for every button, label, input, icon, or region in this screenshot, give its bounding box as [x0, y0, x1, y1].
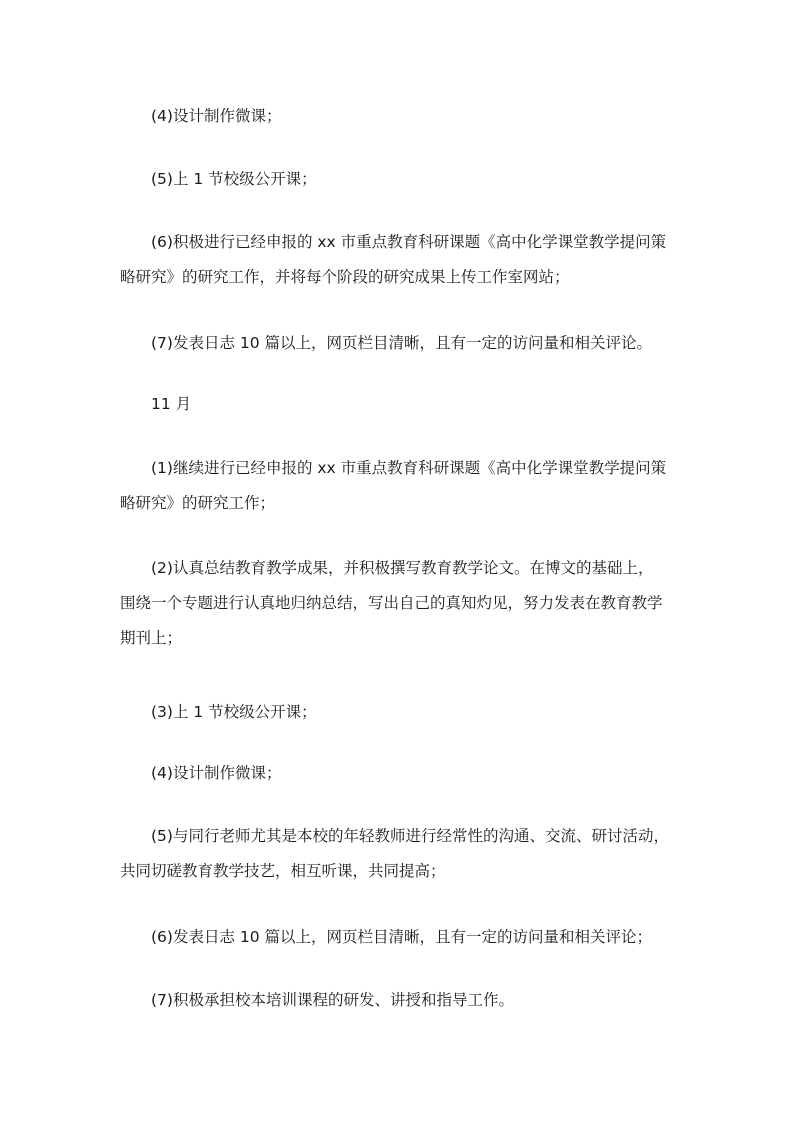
text-line: (2)认真总结教育教学成果，并积极撰写教育教学论文。在博文的基础上， — [151, 559, 654, 577]
plan-item-6-nov — [120, 920, 680, 955]
text-line: (7)发表日志 10 篇以上，网页栏目清晰，且有一定的访问量和相关评论。 — [151, 334, 653, 352]
plan-item-7-nov — [120, 983, 680, 1018]
text-line: 共同切磋教育教学技艺，相互听课，共同提高； — [120, 862, 446, 880]
text-line: (5)与同行老师尤其是本校的年轻教师进行经常性的沟通、交流、研讨活动， — [151, 827, 669, 845]
text-line: 略研究》的研究工作，并将每个阶段的研究成果上传工作室网站； — [120, 268, 570, 286]
plan-item-3-nov — [120, 695, 680, 730]
plan-item-1-nov — [120, 451, 680, 521]
plan-item-5-nov — [120, 819, 680, 889]
plan-item-4-nov — [120, 756, 680, 791]
text-line: 期刊上； — [120, 629, 183, 647]
plan-item-4-oct — [120, 99, 680, 134]
text-line: (6)积极进行已经申报的 xx 市重点教育科研课题《高中化学课堂教学提问策 — [151, 233, 667, 251]
plan-item-2-nov — [120, 551, 680, 656]
text-line: (7)积极承担校本培训课程的研发、讲授和指导工作。 — [151, 991, 514, 1009]
plan-item-6-oct — [120, 225, 680, 295]
text-line: 围绕一个专题进行认真地归纳总结，写出自己的真知灼见，努力发表在教育教学 — [120, 594, 663, 612]
plan-item-5-oct — [120, 162, 680, 197]
text-line: (1)继续进行已经申报的 xx 市重点教育科研课题《高中化学课堂教学提问策 — [151, 459, 667, 477]
text-line: 略研究》的研究工作； — [120, 494, 276, 512]
text-line: 11 月 — [151, 395, 192, 413]
text-line: (4)设计制作微课； — [151, 107, 282, 125]
plan-item-7-oct — [120, 326, 680, 361]
text-line: (3)上 1 节校级公开课； — [151, 703, 317, 721]
text-line: (6)发表日志 10 篇以上，网页栏目清晰，且有一定的访问量和相关评论； — [151, 928, 653, 946]
text-line: (5)上 1 节校级公开课； — [151, 170, 317, 188]
text-line: (4)设计制作微课； — [151, 764, 282, 782]
month-heading-november — [120, 387, 680, 422]
